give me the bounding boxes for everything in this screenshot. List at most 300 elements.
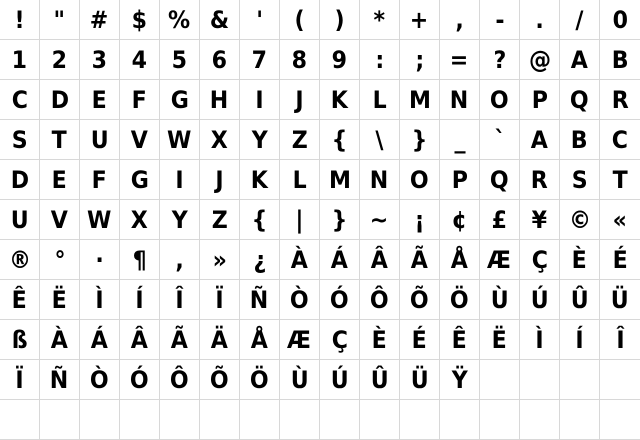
- glyph-character: Ö: [250, 365, 269, 394]
- glyph-cell[interactable]: [600, 120, 640, 160]
- glyph-cell-empty[interactable]: [80, 400, 120, 440]
- glyph-cell[interactable]: [280, 120, 320, 160]
- glyph-cell[interactable]: [0, 0, 40, 40]
- glyph-cell[interactable]: [320, 120, 360, 160]
- glyph-character: S: [11, 125, 28, 154]
- glyph-cell[interactable]: [80, 200, 120, 240]
- glyph-cell-empty[interactable]: [200, 400, 240, 440]
- glyph-cell[interactable]: [440, 360, 480, 400]
- glyph-character: Ó: [330, 285, 349, 314]
- glyph-character: Ã: [410, 245, 429, 274]
- glyph-cell[interactable]: [0, 200, 40, 240]
- glyph-character: 3: [91, 45, 108, 74]
- glyph-character: A: [530, 125, 549, 154]
- glyph-cell-empty[interactable]: [560, 400, 600, 440]
- glyph-cell-empty[interactable]: [600, 400, 640, 440]
- glyph-cell[interactable]: [560, 200, 600, 240]
- glyph-character: Â: [370, 245, 389, 274]
- glyph-character: À: [290, 245, 309, 274]
- glyph-cell[interactable]: [360, 40, 400, 80]
- glyph-character: O: [490, 85, 509, 114]
- glyph-character: R: [611, 85, 629, 114]
- glyph-cell[interactable]: [520, 200, 560, 240]
- glyph-cell[interactable]: [360, 0, 400, 40]
- glyph-cell-empty[interactable]: [0, 400, 40, 440]
- glyph-cell[interactable]: [440, 240, 480, 280]
- glyph-cell[interactable]: [160, 80, 200, 120]
- glyph-cell-empty[interactable]: [480, 360, 520, 400]
- glyph-cell[interactable]: [0, 320, 40, 360]
- glyph-character: Ç: [531, 245, 548, 274]
- glyph-cell[interactable]: [520, 80, 560, 120]
- glyph-cell-empty[interactable]: [240, 400, 280, 440]
- glyph-cell[interactable]: [400, 160, 440, 200]
- glyph-character: ·: [95, 245, 104, 274]
- glyph-cell-empty[interactable]: [160, 400, 200, 440]
- glyph-character: X: [130, 205, 149, 234]
- glyph-character: Q: [570, 85, 589, 114]
- glyph-character: D: [50, 85, 69, 114]
- glyph-character: È: [371, 325, 388, 354]
- glyph-cell[interactable]: [200, 40, 240, 80]
- glyph-character: {: [331, 125, 348, 154]
- glyph-cell[interactable]: [320, 360, 360, 400]
- glyph-cell[interactable]: [560, 0, 600, 40]
- glyph-character: ": [53, 5, 66, 34]
- glyph-character: ,: [175, 245, 184, 274]
- glyph-character: Ñ: [50, 365, 69, 394]
- glyph-cell[interactable]: [560, 280, 600, 320]
- glyph-cell[interactable]: [440, 120, 480, 160]
- glyph-cell[interactable]: [80, 40, 120, 80]
- glyph-character: !: [14, 5, 25, 34]
- glyph-cell[interactable]: [160, 0, 200, 40]
- glyph-cell[interactable]: [120, 200, 160, 240]
- glyph-character: Z: [211, 205, 228, 234]
- glyph-character: ¡: [414, 205, 425, 234]
- glyph-character: 8: [291, 45, 308, 74]
- glyph-cell[interactable]: [200, 200, 240, 240]
- glyph-cell[interactable]: [120, 40, 160, 80]
- glyph-cell[interactable]: [400, 80, 440, 120]
- glyph-character: Ô: [370, 285, 389, 314]
- glyph-character: ,: [455, 5, 464, 34]
- glyph-cell[interactable]: [480, 240, 520, 280]
- glyph-character: J: [295, 85, 304, 114]
- glyph-cell[interactable]: [40, 0, 80, 40]
- glyph-character: Ü: [410, 365, 429, 394]
- glyph-cell[interactable]: [400, 200, 440, 240]
- glyph-character: Í: [135, 285, 144, 314]
- glyph-character: /: [575, 5, 584, 34]
- glyph-cell[interactable]: [200, 240, 240, 280]
- glyph-cell[interactable]: [320, 80, 360, 120]
- glyph-character: L: [372, 85, 387, 114]
- glyph-cell[interactable]: [240, 120, 280, 160]
- glyph-cell[interactable]: [600, 200, 640, 240]
- glyph-cell[interactable]: [600, 40, 640, 80]
- glyph-cell[interactable]: [240, 360, 280, 400]
- glyph-character: Ä: [210, 325, 229, 354]
- glyph-cell[interactable]: [280, 360, 320, 400]
- glyph-cell[interactable]: [520, 240, 560, 280]
- glyph-character: }: [411, 125, 428, 154]
- glyph-cell-empty[interactable]: [320, 400, 360, 440]
- glyph-character: C: [11, 85, 28, 114]
- glyph-cell[interactable]: [80, 360, 120, 400]
- glyph-cell[interactable]: [480, 280, 520, 320]
- glyph-character: À: [50, 325, 69, 354]
- glyph-cell[interactable]: [360, 80, 400, 120]
- glyph-cell[interactable]: [560, 160, 600, 200]
- glyph-cell[interactable]: [40, 80, 80, 120]
- glyph-character: P: [531, 85, 548, 114]
- glyph-cell[interactable]: [320, 0, 360, 40]
- glyph-cell[interactable]: [120, 240, 160, 280]
- glyph-character: ©: [568, 205, 591, 234]
- glyph-character: M: [328, 165, 351, 194]
- glyph-cell[interactable]: [520, 40, 560, 80]
- glyph-character: Ò: [290, 285, 309, 314]
- glyph-cell[interactable]: [320, 240, 360, 280]
- glyph-character: =: [450, 45, 469, 74]
- glyph-cell[interactable]: [240, 280, 280, 320]
- glyph-character: I: [255, 85, 264, 114]
- glyph-cell[interactable]: [120, 120, 160, 160]
- glyph-character: +: [410, 5, 429, 34]
- glyph-cell[interactable]: [160, 200, 200, 240]
- glyph-character: G: [130, 165, 149, 194]
- glyph-cell[interactable]: [480, 120, 520, 160]
- glyph-cell-empty[interactable]: [360, 400, 400, 440]
- glyph-cell-empty[interactable]: [520, 360, 560, 400]
- glyph-cell[interactable]: [280, 80, 320, 120]
- glyph-character: (: [294, 5, 305, 34]
- glyph-character: Å: [450, 245, 469, 274]
- glyph-character: #: [90, 5, 109, 34]
- glyph-cell[interactable]: [360, 200, 400, 240]
- glyph-character: 9: [331, 45, 348, 74]
- glyph-character: {: [251, 205, 268, 234]
- glyph-character: Y: [171, 205, 188, 234]
- glyph-cell[interactable]: [120, 160, 160, 200]
- glyph-character: R: [530, 165, 548, 194]
- glyph-cell[interactable]: [600, 160, 640, 200]
- glyph-character: $: [131, 5, 148, 34]
- glyph-character: X: [210, 125, 229, 154]
- glyph-character: D: [10, 165, 29, 194]
- glyph-character: ?: [493, 45, 506, 74]
- glyph-cell[interactable]: [240, 0, 280, 40]
- glyph-cell[interactable]: [480, 40, 520, 80]
- glyph-cell[interactable]: [80, 80, 120, 120]
- glyph-character: I: [175, 165, 184, 194]
- glyph-cell[interactable]: [200, 80, 240, 120]
- glyph-character: Í: [575, 325, 584, 354]
- glyph-character: C: [611, 125, 629, 154]
- glyph-cell[interactable]: [280, 280, 320, 320]
- glyph-cell[interactable]: [320, 40, 360, 80]
- glyph-cell[interactable]: [200, 160, 240, 200]
- glyph-character: F: [131, 85, 148, 114]
- glyph-character: B: [611, 45, 629, 74]
- glyph-cell[interactable]: [400, 120, 440, 160]
- glyph-character: 1: [11, 45, 28, 74]
- glyph-cell[interactable]: [560, 240, 600, 280]
- glyph-cell[interactable]: [400, 0, 440, 40]
- glyph-cell[interactable]: [360, 120, 400, 160]
- glyph-character: ¥: [531, 205, 548, 234]
- glyph-cell[interactable]: [440, 200, 480, 240]
- glyph-character: Â: [130, 325, 149, 354]
- glyph-character: 4: [131, 45, 148, 74]
- glyph-character: B: [571, 125, 588, 154]
- glyph-character: ®: [8, 245, 31, 274]
- glyph-cell-empty[interactable]: [520, 400, 560, 440]
- glyph-character: Ú: [330, 365, 349, 394]
- glyph-character: @: [528, 45, 551, 74]
- glyph-character: Ì: [535, 325, 544, 354]
- glyph-cell[interactable]: [240, 200, 280, 240]
- glyph-cell[interactable]: [40, 240, 80, 280]
- glyph-character: Æ: [487, 245, 512, 274]
- glyph-character: ß: [11, 325, 28, 354]
- glyph-character: P: [451, 165, 468, 194]
- glyph-cell[interactable]: [440, 280, 480, 320]
- glyph-cell[interactable]: [40, 200, 80, 240]
- glyph-character: ¶: [132, 245, 147, 274]
- glyph-cell[interactable]: [600, 240, 640, 280]
- glyph-cell[interactable]: [440, 320, 480, 360]
- glyph-cell[interactable]: [520, 320, 560, 360]
- glyph-character: Ù: [490, 285, 509, 314]
- glyph-character: È: [571, 245, 588, 274]
- glyph-cell[interactable]: [160, 160, 200, 200]
- glyph-cell[interactable]: [600, 80, 640, 120]
- glyph-character: `: [493, 125, 506, 154]
- glyph-character: »: [212, 245, 227, 274]
- glyph-cell[interactable]: [520, 120, 560, 160]
- glyph-character: ': [256, 5, 263, 34]
- glyph-character: ): [334, 5, 345, 34]
- glyph-character: Ì: [95, 285, 104, 314]
- glyph-character: 0: [612, 5, 628, 34]
- glyph-cell[interactable]: [80, 160, 120, 200]
- glyph-character: Ë: [51, 285, 68, 314]
- glyph-character: %: [168, 5, 191, 34]
- glyph-cell[interactable]: [0, 240, 40, 280]
- glyph-cell[interactable]: [200, 0, 240, 40]
- glyph-cell[interactable]: [160, 240, 200, 280]
- glyph-character: Õ: [210, 365, 229, 394]
- glyph-character: ;: [415, 45, 424, 74]
- glyph-character: G: [170, 85, 189, 114]
- glyph-cell[interactable]: [200, 320, 240, 360]
- glyph-cell[interactable]: [480, 160, 520, 200]
- glyph-cell-empty[interactable]: [560, 360, 600, 400]
- glyph-cell[interactable]: [400, 240, 440, 280]
- glyph-cell[interactable]: [120, 280, 160, 320]
- glyph-cell[interactable]: [160, 320, 200, 360]
- glyph-character: U: [10, 205, 29, 234]
- glyph-character: Î: [615, 325, 625, 354]
- glyph-cell[interactable]: [40, 360, 80, 400]
- glyph-character: M: [408, 85, 431, 114]
- glyph-character: Ô: [170, 365, 189, 394]
- glyph-cell[interactable]: [480, 80, 520, 120]
- glyph-cell[interactable]: [120, 320, 160, 360]
- glyph-cell[interactable]: [360, 240, 400, 280]
- glyph-cell[interactable]: [320, 200, 360, 240]
- glyph-cell[interactable]: [40, 160, 80, 200]
- glyph-character: K: [250, 165, 269, 194]
- glyph-cell[interactable]: [480, 320, 520, 360]
- glyph-cell[interactable]: [560, 40, 600, 80]
- glyph-character: Ë: [491, 325, 508, 354]
- glyph-cell[interactable]: [40, 120, 80, 160]
- glyph-character: Ç: [331, 325, 348, 354]
- glyph-character: Ã: [170, 325, 189, 354]
- glyph-character: Y: [251, 125, 268, 154]
- glyph-cell[interactable]: [240, 40, 280, 80]
- glyph-character: Û: [370, 365, 389, 394]
- glyph-cell[interactable]: [40, 320, 80, 360]
- glyph-cell[interactable]: [80, 120, 120, 160]
- glyph-cell[interactable]: [280, 160, 320, 200]
- glyph-cell[interactable]: [120, 360, 160, 400]
- glyph-cell[interactable]: [40, 40, 80, 80]
- glyph-cell[interactable]: [240, 160, 280, 200]
- glyph-cell-empty[interactable]: [440, 400, 480, 440]
- glyph-character: &: [209, 5, 230, 34]
- glyph-cell[interactable]: [400, 320, 440, 360]
- glyph-cell[interactable]: [600, 0, 640, 40]
- glyph-cell[interactable]: [560, 320, 600, 360]
- glyph-cell[interactable]: [520, 0, 560, 40]
- glyph-cell[interactable]: [80, 0, 120, 40]
- glyph-cell[interactable]: [240, 240, 280, 280]
- glyph-cell[interactable]: [440, 80, 480, 120]
- glyph-cell[interactable]: [480, 200, 520, 240]
- glyph-cell[interactable]: [200, 280, 240, 320]
- glyph-cell[interactable]: [520, 280, 560, 320]
- glyph-cell[interactable]: [40, 280, 80, 320]
- glyph-cell[interactable]: [0, 80, 40, 120]
- glyph-cell[interactable]: [360, 360, 400, 400]
- glyph-character: -: [494, 5, 505, 34]
- glyph-cell-empty[interactable]: [120, 400, 160, 440]
- glyph-cell[interactable]: [240, 320, 280, 360]
- glyph-cell[interactable]: [560, 120, 600, 160]
- glyph-cell[interactable]: [280, 40, 320, 80]
- glyph-cell[interactable]: [0, 360, 40, 400]
- glyph-cell[interactable]: [480, 0, 520, 40]
- glyph-cell-empty[interactable]: [400, 400, 440, 440]
- glyph-cell[interactable]: [440, 0, 480, 40]
- glyph-cell[interactable]: [520, 160, 560, 200]
- glyph-cell[interactable]: [280, 200, 320, 240]
- glyph-cell[interactable]: [200, 120, 240, 160]
- glyph-cell[interactable]: [560, 80, 600, 120]
- glyph-character: Z: [291, 125, 308, 154]
- glyph-cell[interactable]: [320, 320, 360, 360]
- glyph-cell-empty[interactable]: [600, 360, 640, 400]
- glyph-character: Å: [250, 325, 269, 354]
- glyph-character: É: [411, 325, 428, 354]
- glyph-character: E: [51, 165, 68, 194]
- glyph-cell-empty[interactable]: [40, 400, 80, 440]
- glyph-character: N: [450, 85, 469, 114]
- glyph-character: .: [535, 5, 544, 34]
- glyph-cell[interactable]: [360, 280, 400, 320]
- glyph-cell[interactable]: [80, 280, 120, 320]
- glyph-cell[interactable]: [440, 160, 480, 200]
- glyph-cell-empty[interactable]: [480, 400, 520, 440]
- glyph-cell[interactable]: [160, 360, 200, 400]
- glyph-cell[interactable]: [0, 120, 40, 160]
- glyph-cell[interactable]: [440, 40, 480, 80]
- glyph-cell[interactable]: [0, 280, 40, 320]
- glyph-character: Û: [570, 285, 589, 314]
- glyph-character: 5: [171, 45, 188, 74]
- glyph-character: O: [410, 165, 429, 194]
- glyph-cell[interactable]: [400, 280, 440, 320]
- glyph-cell[interactable]: [0, 40, 40, 80]
- glyph-cell[interactable]: [80, 320, 120, 360]
- glyph-character: :: [375, 45, 384, 74]
- glyph-cell[interactable]: [160, 40, 200, 80]
- glyph-character: Ÿ: [451, 365, 468, 394]
- glyph-character: Ó: [130, 365, 149, 394]
- glyph-cell[interactable]: [160, 120, 200, 160]
- glyph-cell[interactable]: [80, 240, 120, 280]
- glyph-character: Ü: [611, 285, 629, 314]
- glyph-character: Ï: [215, 285, 224, 314]
- glyph-cell[interactable]: [360, 160, 400, 200]
- glyph-character: |: [295, 205, 304, 234]
- glyph-cell[interactable]: [600, 320, 640, 360]
- glyph-cell[interactable]: [280, 320, 320, 360]
- glyph-cell-empty[interactable]: [280, 400, 320, 440]
- glyph-cell[interactable]: [280, 240, 320, 280]
- glyph-cell[interactable]: [280, 0, 320, 40]
- glyph-cell[interactable]: [360, 320, 400, 360]
- glyph-character: E: [91, 85, 108, 114]
- glyph-cell[interactable]: [400, 40, 440, 80]
- glyph-character: V: [50, 205, 69, 234]
- glyph-character: Ê: [11, 285, 28, 314]
- glyph-character: W: [87, 205, 112, 234]
- glyph-cell[interactable]: [0, 160, 40, 200]
- glyph-cell[interactable]: [320, 160, 360, 200]
- glyph-cell[interactable]: [120, 0, 160, 40]
- glyph-cell[interactable]: [120, 80, 160, 120]
- glyph-character: \: [375, 125, 384, 154]
- glyph-cell[interactable]: [160, 280, 200, 320]
- glyph-cell[interactable]: [600, 280, 640, 320]
- glyph-character: Ò: [90, 365, 109, 394]
- glyph-character: °: [53, 245, 66, 274]
- glyph-character: *: [373, 5, 386, 34]
- glyph-cell[interactable]: [400, 360, 440, 400]
- glyph-cell[interactable]: [240, 80, 280, 120]
- glyph-character: L: [292, 165, 307, 194]
- glyph-cell[interactable]: [200, 360, 240, 400]
- glyph-character: «: [612, 205, 628, 234]
- glyph-character: }: [331, 205, 348, 234]
- glyph-character: Æ: [287, 325, 312, 354]
- glyph-cell[interactable]: [320, 280, 360, 320]
